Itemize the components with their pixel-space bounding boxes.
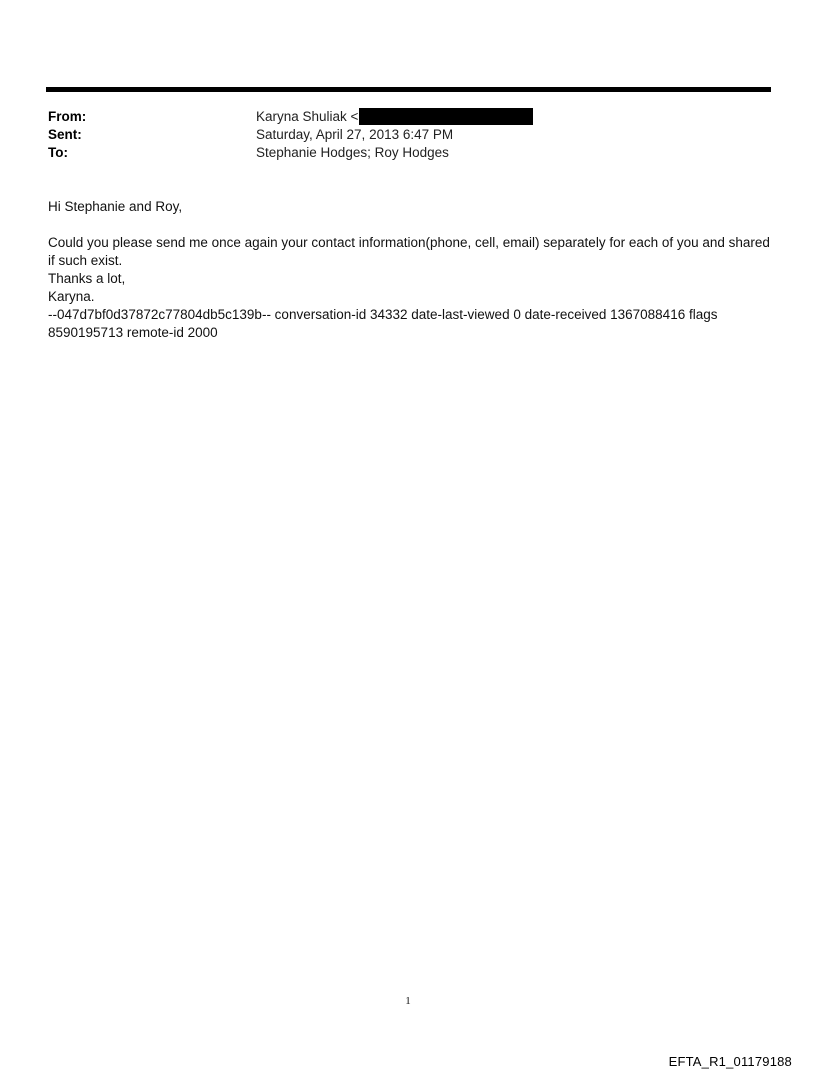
- from-name: Karyna Shuliak <: [256, 109, 359, 124]
- page-number: 1: [405, 995, 411, 1007]
- to-label: To:: [48, 145, 68, 160]
- sent-value: Saturday, April 27, 2013 6:47 PM: [256, 127, 454, 142]
- sent-label: Sent:: [48, 127, 82, 142]
- to-row: [48, 144, 768, 162]
- signature: Karyna.: [48, 289, 95, 304]
- closing-thanks: Thanks a lot,: [48, 271, 126, 286]
- from-row: [48, 108, 768, 126]
- to-value: Stephanie Hodges; Roy Hodges: [256, 145, 449, 160]
- from-label: From:: [48, 109, 87, 124]
- greeting: Hi Stephanie and Roy,: [48, 199, 183, 214]
- redaction-box: [359, 108, 533, 125]
- message-paragraph: Could you please send me once again your contact information(phone, cell, email) separately for each of you and shared if such exist.: [48, 235, 770, 268]
- message-metadata: --047d7bf0d37872c77804db5c139b-- conversation-id 34332 date-last-viewed 0 date-received 1367088416 flags 8590195713 remote-id 2000: [48, 307, 718, 340]
- bates-number: EFTA_R1_01179188: [668, 1054, 792, 1069]
- sent-row: [48, 126, 768, 144]
- from-value: [256, 108, 533, 126]
- header-divider-rule: [46, 87, 771, 92]
